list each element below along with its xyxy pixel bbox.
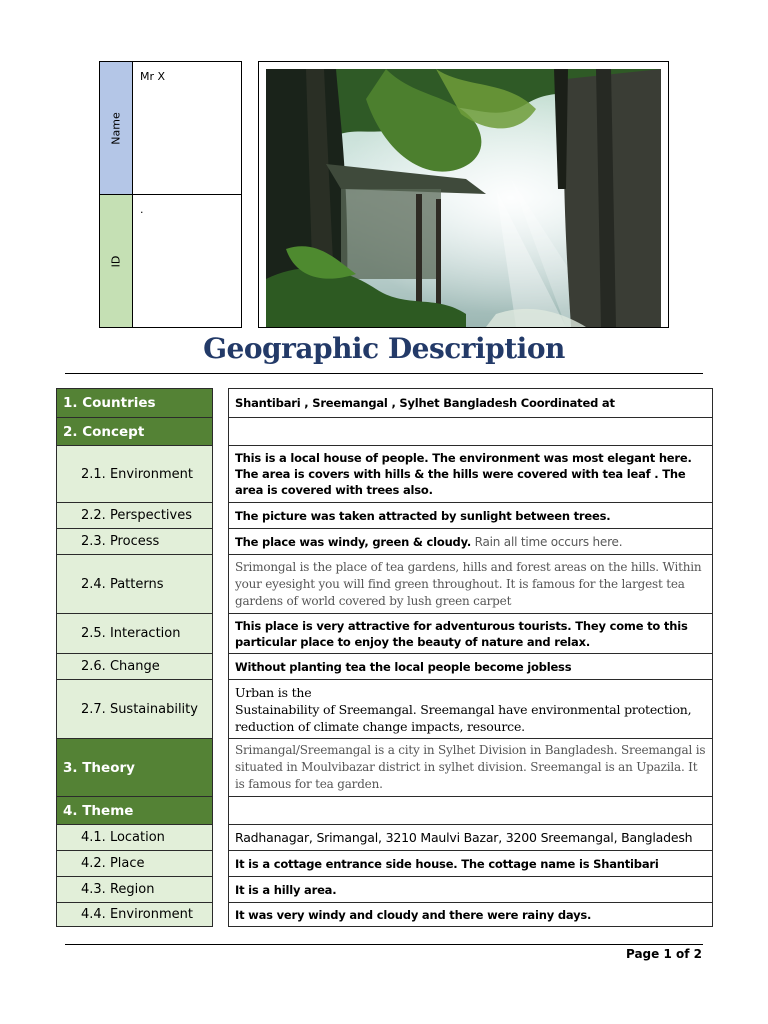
process-text-main: The place was windy, green & cloudy.	[235, 534, 471, 549]
row-label-environment: 2.1. Environment	[56, 445, 213, 503]
page-sep: of	[671, 947, 694, 961]
row-label-perspectives: 2.2. Perspectives	[56, 502, 213, 529]
name-row	[100, 62, 241, 195]
row-label-theme-environment: 4.4. Environment	[56, 902, 213, 927]
row-value-theory	[228, 738, 713, 797]
interaction-text: This place is very attractive for adventurous tourists. They come to this particular place to enjoy the beauty of nature and relax.	[235, 618, 688, 649]
row-value-theme-environment	[228, 902, 713, 927]
perspectives-text: The picture was taken attracted by sunlight between trees.	[235, 508, 611, 523]
row-label-place: 4.2. Place	[56, 850, 213, 877]
process-text	[235, 534, 706, 550]
change-text: Without planting tea the local people become jobless	[235, 659, 572, 674]
page-total: 2	[693, 947, 702, 961]
row-value-place	[228, 850, 713, 877]
place-text: It is a cottage entrance side house. The cottage name is Shantibari	[235, 856, 659, 871]
row-value-interaction	[228, 613, 713, 654]
process-text-extra: Rain all time occurs here.	[471, 534, 623, 549]
row-label-countries: 1. Countries	[56, 388, 213, 418]
location-text: Radhanagar, Srimangal, 3210 Maulvi Bazar, 3200 Sreemangal, Bangladesh	[235, 830, 693, 845]
row-value-location	[228, 824, 713, 851]
forest-cottage-photo	[266, 69, 661, 327]
row-label-change: 2.6. Change	[56, 653, 213, 680]
row-label-concept: 2. Concept	[56, 417, 213, 446]
countries-text: Shantibari , Sreemangal , Sylhet Bangladesh Coordinated at	[235, 396, 615, 410]
name-label: Name	[109, 111, 123, 145]
row-value-concept	[228, 417, 713, 446]
region-text: It is a hilly area.	[235, 882, 337, 897]
name-value: Mr X	[140, 70, 166, 83]
row-label-process: 2.3. Process	[56, 528, 213, 555]
page-current: 1	[663, 947, 672, 961]
row-label-interaction: 2.5. Interaction	[56, 613, 213, 654]
id-row	[100, 195, 241, 327]
sustainability-text-body: Sustainability of Sreemangal. Sreemangal have environmental protection, reduction of climate change impacts, resource.	[235, 701, 692, 734]
sustainability-text	[235, 684, 706, 735]
theory-text: Srimangal/Sreemangal is a city in Sylhet Division in Bangladesh. Sreemangal is situated in Moulvibazar district in sylhet division. Sreemangal is an Upazila. It is famous for tea garden.	[235, 743, 706, 791]
page-number	[626, 947, 702, 961]
row-value-patterns	[228, 554, 713, 614]
name-label-cell	[100, 62, 133, 194]
photo-frame	[258, 61, 669, 328]
row-value-countries	[228, 388, 713, 418]
row-label-region: 4.3. Region	[56, 876, 213, 903]
row-value-theme	[228, 796, 713, 825]
row-label-theory: 3. Theory	[56, 738, 213, 797]
row-label-theme: 4. Theme	[56, 796, 213, 825]
row-value-environment	[228, 445, 713, 503]
page-title: Geographic Description	[203, 332, 565, 365]
row-value-region	[228, 876, 713, 903]
theme-environment-text: It was very windy and cloudy and there were rainy days.	[235, 907, 592, 922]
row-label-sustainability: 2.7. Sustainability	[56, 679, 213, 739]
row-value-change	[228, 653, 713, 680]
id-value: .	[140, 203, 144, 216]
footer-divider	[65, 944, 703, 945]
row-value-process	[228, 528, 713, 555]
sustainability-text-line1: Urban is the	[235, 684, 312, 700]
row-value-perspectives	[228, 502, 713, 529]
id-label-cell	[100, 195, 133, 327]
row-value-sustainability	[228, 679, 713, 739]
id-label: ID	[109, 255, 123, 267]
title-divider	[65, 373, 703, 374]
row-label-location: 4.1. Location	[56, 824, 213, 851]
patterns-text: Srimongal is the place of tea gardens, hills and forest areas on the hills. Within your eyesight you will find green throughout. It is famous for the largest tea gardens of world covered by lush green carpet	[235, 559, 702, 608]
row-label-patterns: 2.4. Patterns	[56, 554, 213, 614]
page-prefix: Page	[625, 947, 664, 961]
environment-text: This is a local house of people. The environment was most elegant here. The area is covers with hills & the hills were covered with tea leaf . The area is covered with trees also.	[235, 451, 692, 497]
student-info-box	[99, 61, 242, 328]
